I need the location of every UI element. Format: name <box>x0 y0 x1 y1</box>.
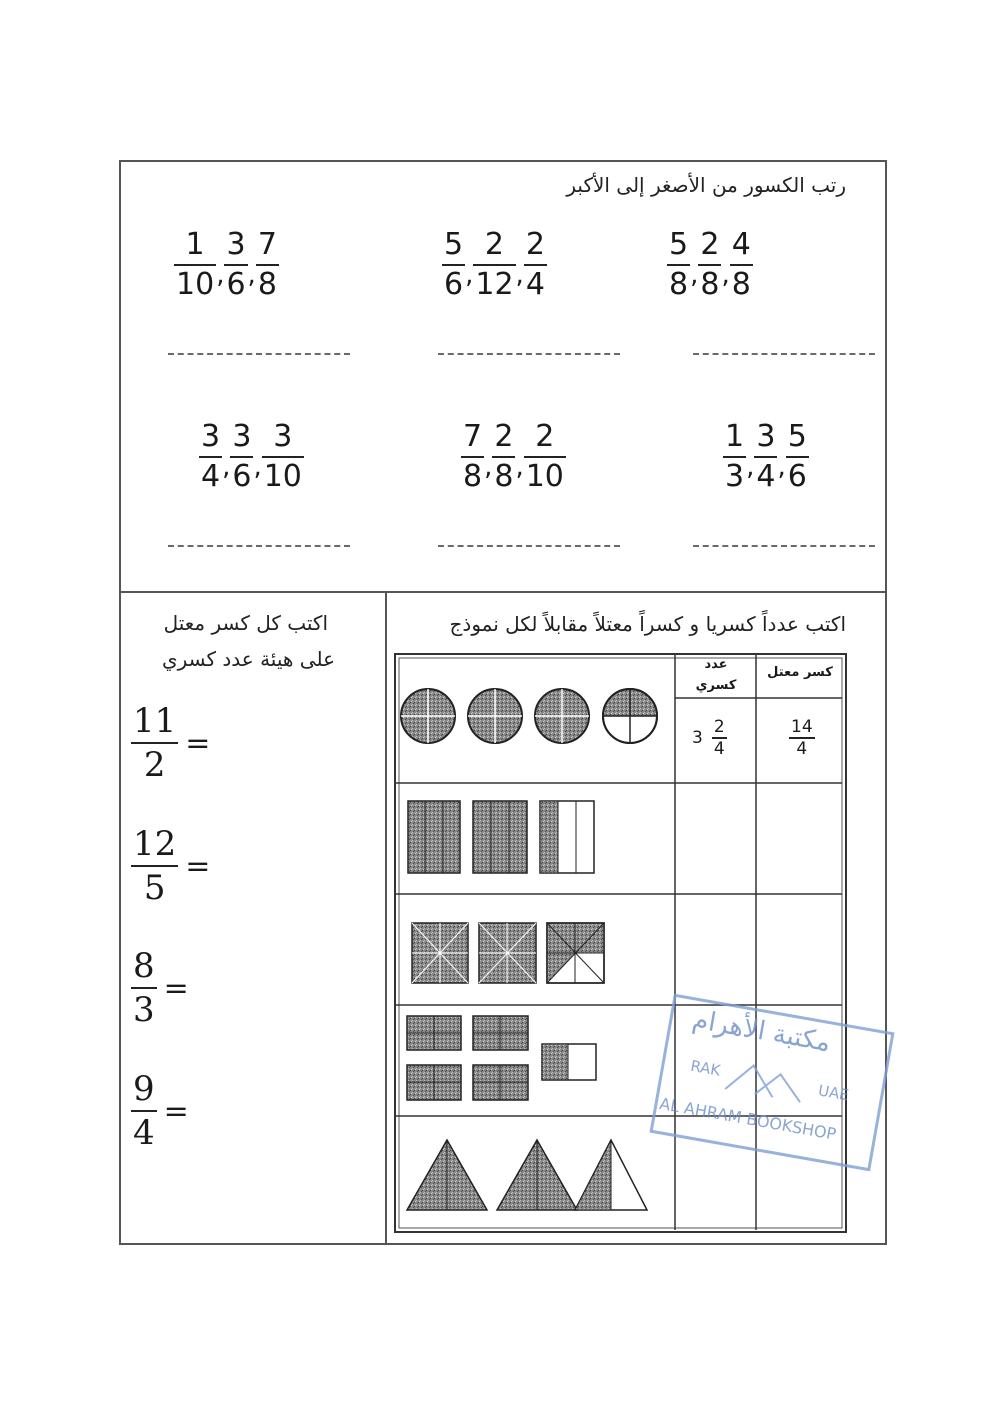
denominator: 4 <box>201 459 221 494</box>
comma: , <box>484 452 493 482</box>
fraction <box>730 226 753 304</box>
denominator: 4 <box>756 459 776 494</box>
rectangle-grid-model <box>407 1016 596 1100</box>
denominator: 8 <box>257 267 277 302</box>
fraction <box>698 226 721 304</box>
triangle-model <box>407 1140 647 1210</box>
header-mixed-line1: عدد <box>704 657 728 672</box>
denominator: 12 <box>475 267 514 302</box>
denominator: 8 <box>494 459 514 494</box>
section3-title: اكتب عدداً كسريا و كسراً معتلاً مقابلاً لكل نموذج <box>449 612 846 636</box>
stamp-pyramids-icon <box>721 1053 817 1108</box>
numerator: 5 <box>787 419 807 454</box>
numerator: 2 <box>494 419 514 454</box>
example-mixed <box>692 717 728 759</box>
fraction <box>667 226 690 304</box>
numerator: 2 <box>484 227 504 262</box>
fraction-group <box>722 418 810 496</box>
fraction <box>230 418 253 496</box>
numerator: 4 <box>731 227 751 262</box>
improper-fraction-item <box>130 700 210 786</box>
comma: , <box>515 452 524 482</box>
numerator: 3 <box>201 419 221 454</box>
denominator: 8 <box>700 267 720 302</box>
circle-model <box>401 689 657 743</box>
numerator: 8 <box>133 946 155 986</box>
answer-line <box>438 353 620 355</box>
improper-fraction-item <box>130 823 210 909</box>
numerator: 1 <box>185 227 205 262</box>
example-improper-den: 4 <box>796 738 808 759</box>
denominator: 10 <box>263 459 302 494</box>
denominator: 8 <box>731 267 751 302</box>
equals-sign: = <box>185 848 211 884</box>
denominator: 8 <box>669 267 689 302</box>
comma: , <box>222 452 231 482</box>
denominator: 5 <box>143 868 166 908</box>
stamp-left: RAK <box>689 1056 722 1080</box>
denominator: 4 <box>133 1113 155 1153</box>
comma: , <box>746 452 755 482</box>
fraction <box>524 226 547 304</box>
example-mixed-den: 4 <box>713 738 725 759</box>
numerator: 3 <box>756 419 776 454</box>
denominator: 3 <box>133 990 155 1030</box>
answer-line <box>693 353 875 355</box>
comma: , <box>465 260 474 290</box>
numerator: 5 <box>669 227 689 262</box>
header-improper: كسر معتل <box>767 665 833 680</box>
comma: , <box>216 260 225 290</box>
frame-bottom <box>119 1243 887 1245</box>
fraction <box>473 226 515 304</box>
numerator: 2 <box>700 227 720 262</box>
stamp-arabic: مكتبة الأهرام <box>690 1004 833 1059</box>
numerator: 1 <box>725 419 745 454</box>
section2-title-line1: اكتب كل كسر معتل <box>163 611 328 635</box>
numerator: 3 <box>232 419 252 454</box>
equals-sign: = <box>163 970 189 1006</box>
fraction <box>442 226 465 304</box>
numerator: 11 <box>133 701 177 741</box>
fraction <box>461 418 484 496</box>
frame-top <box>119 160 887 162</box>
numerator: 2 <box>525 227 545 262</box>
denominator: 3 <box>725 459 745 494</box>
numerator: 3 <box>273 419 293 454</box>
denominator: 4 <box>525 267 545 302</box>
stamp-right: UAE <box>816 1081 851 1105</box>
comma: , <box>515 260 524 290</box>
comma: , <box>777 452 786 482</box>
section2-title-line2: على هيئة عدد كسري <box>161 647 335 671</box>
numerator: 5 <box>444 227 464 262</box>
fraction-group <box>198 418 305 496</box>
fraction <box>199 418 222 496</box>
fraction-group <box>666 226 754 304</box>
comma: , <box>690 260 699 290</box>
rectangle-thirds-model <box>408 801 594 873</box>
improper-fraction-item <box>130 1068 189 1154</box>
numerator: 12 <box>133 824 177 864</box>
frame-left <box>119 160 121 1245</box>
example-improper-num: 14 <box>791 717 813 737</box>
stamp-english: AL AHRAM BOOKSHOP <box>658 1093 838 1144</box>
denominator: 10 <box>176 267 215 302</box>
example-improper <box>788 717 816 759</box>
comma: , <box>721 260 730 290</box>
fraction <box>224 226 247 304</box>
answer-line <box>693 545 875 547</box>
numerator: 7 <box>463 419 483 454</box>
comma: , <box>247 260 256 290</box>
numerator: 7 <box>257 227 277 262</box>
section1-title: رتب الكسور من الأصغر إلى الأكبر <box>566 173 846 197</box>
equals-sign: = <box>185 725 211 761</box>
numerator: 3 <box>226 227 246 262</box>
improper-fraction-item <box>130 945 189 1031</box>
frame-divider-v <box>385 591 387 1245</box>
fraction-group <box>460 418 567 496</box>
denominator: 10 <box>525 459 564 494</box>
answer-line <box>168 545 350 547</box>
fraction <box>524 418 566 496</box>
fraction <box>492 418 515 496</box>
numerator: 2 <box>535 419 555 454</box>
example-whole: 3 <box>692 727 703 748</box>
header-mixed-line2: كسري <box>695 678 737 693</box>
fraction <box>256 226 279 304</box>
denominator: 8 <box>463 459 483 494</box>
fraction <box>786 418 809 496</box>
fraction-group <box>441 226 548 304</box>
denominator: 2 <box>143 745 166 785</box>
example-mixed-num: 2 <box>713 717 725 737</box>
denominator: 6 <box>232 459 252 494</box>
square-eighths-model <box>412 923 604 983</box>
fraction <box>262 418 304 496</box>
denominator: 6 <box>444 267 464 302</box>
answer-line <box>168 353 350 355</box>
fraction <box>754 418 777 496</box>
fraction <box>174 226 216 304</box>
equals-sign: = <box>163 1093 189 1129</box>
comma: , <box>253 452 262 482</box>
fraction-group <box>173 226 280 304</box>
numerator: 9 <box>133 1069 155 1109</box>
denominator: 6 <box>226 267 246 302</box>
fraction <box>723 418 746 496</box>
denominator: 6 <box>787 459 807 494</box>
answer-line <box>438 545 620 547</box>
frame-divider-h <box>119 591 887 593</box>
